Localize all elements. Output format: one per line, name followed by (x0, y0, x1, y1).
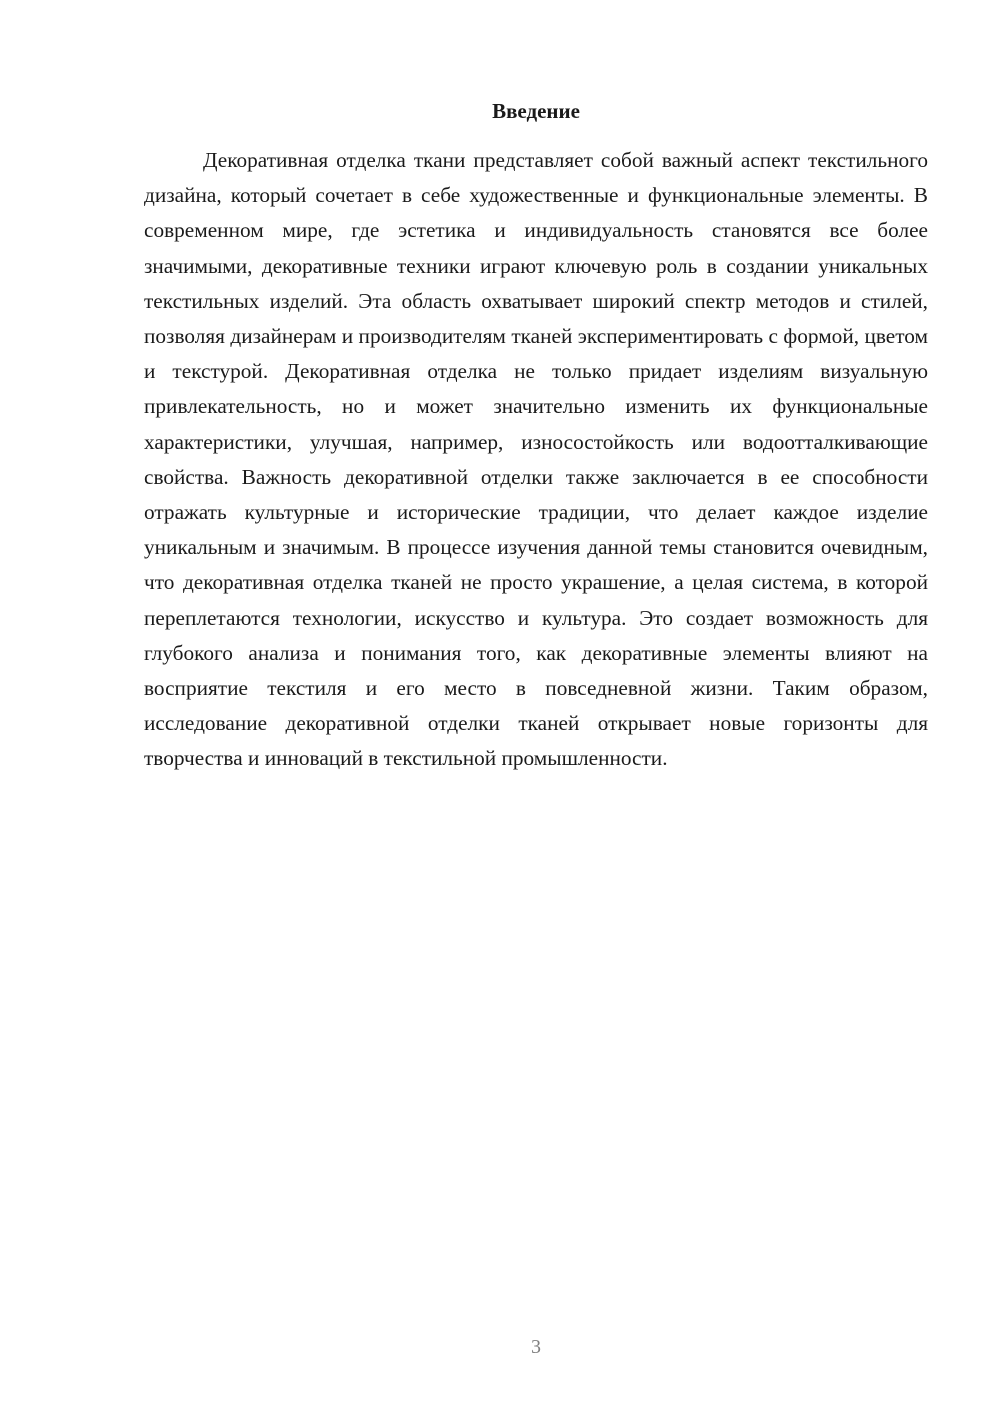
body-text (144, 143, 928, 777)
page-number: 3 (531, 1336, 541, 1358)
body-paragraph: Декоративная отделка ткани представляет собой важный аспект текстильного дизайна, который сочетает в себе художественные и функциональные элементы. В современном мире, где эстетика и индивидуальность становятся все более значимыми, декоративные техники играют ключевую роль в создании уникальных текстильных изделий. Эта область охватывает широкий спектр методов и стилей, позволяя дизайнерам и производителям тканей экспериментировать с формой, цветом и текстурой. Декоративная отделка не только придает изделиям визуальную привлекательность, но и может значительно изменить их функциональные характеристики, улучшая, например, износостойкость или водоотталкивающие свойства. Важность декоративной отделки также заключается в ее способности отражать культурные и исторические традиции, что делает каждое изделие уникальным и значимым. В процессе изучения данной темы становится очевидным, что декоративная отделка тканей не просто украшение, а целая система, в которой переплетаются технологии, искусство и культура. Это создает возможность для глубокого анализа и понимания того, как декоративные элементы влияют на восприятие текстиля и его место в повседневной жизни. Таким образом, исследование декоративной отделки тканей открывает новые горизонты для творчества и инноваций в текстильной промышленности. (144, 148, 928, 771)
section-heading: Введение (492, 99, 580, 123)
